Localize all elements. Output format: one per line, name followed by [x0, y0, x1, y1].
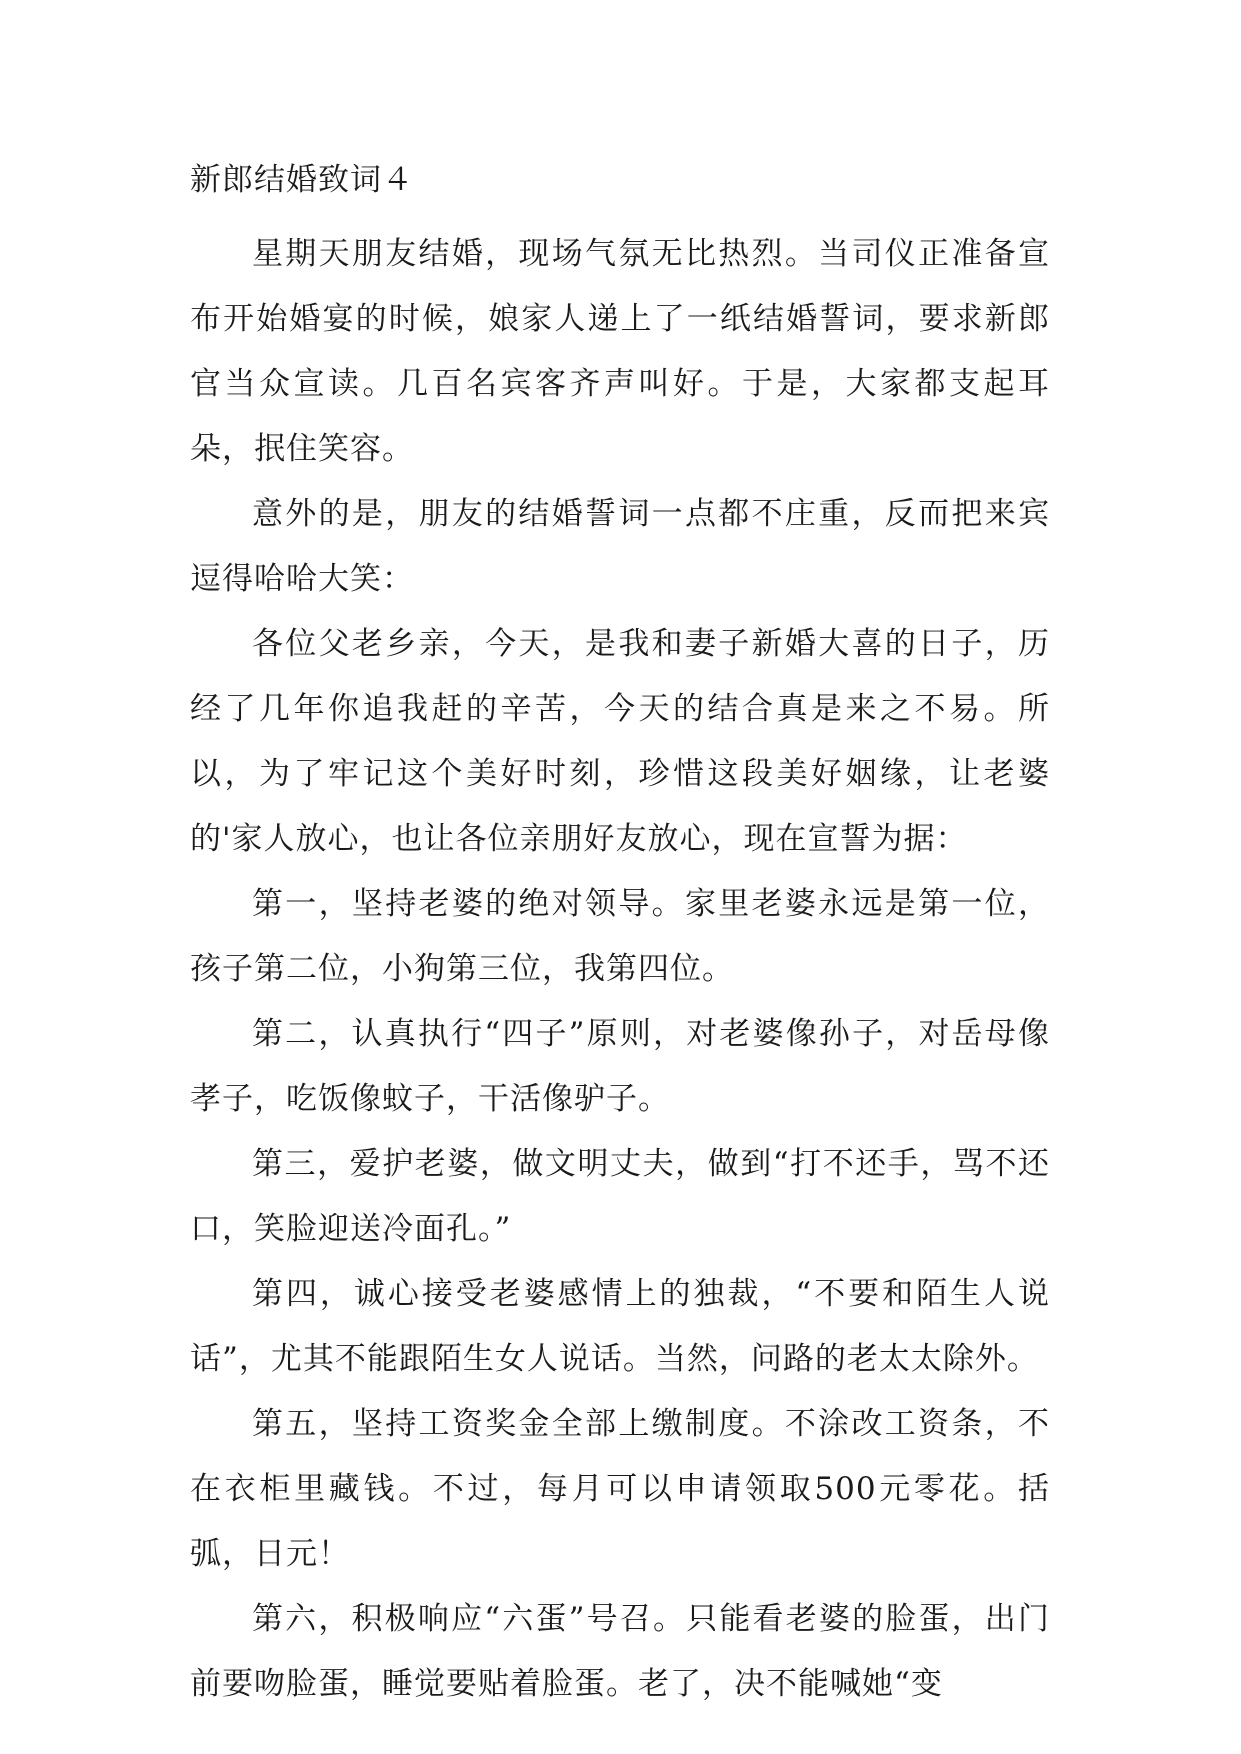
paragraph: 第六，积极响应“六蛋”号召。只能看老婆的脸蛋，出门前要吻脸蛋，睡觉要贴着脸蛋。老了，决不能喊她“变 — [190, 1601, 1050, 1702]
paragraph: 各位父老乡亲，今天，是我和妻子新婚大喜的日子，历经了几年你追我赶的辛苦，今天的结合真是来之不易。所以，为了牢记这个美好时刻，珍惜这段美好姻缘，让老婆的'家人放心，也让各位亲朋好友放心，现在宣誓为据： — [190, 626, 1050, 857]
paragraph: 第三，爱护老婆，做文明丈夫，做到“打不还手，骂不还口，笑脸迎送冷面孔。” — [190, 1146, 1050, 1247]
paragraph: 星期天朋友结婚，现场气氛无比热烈。当司仪正准备宣布开始婚宴的时候，娘家人递上了一纸结婚誓词，要求新郎官当众宣读。几百名宾客齐声叫好。于是，大家都支起耳朵，抿住笑容。 — [190, 236, 1050, 467]
document-body — [190, 222, 1050, 1717]
paragraph: 第四，诚心接受老婆感情上的独裁，“不要和陌生人说话”，尤其不能跟陌生女人说话。当然，问路的老太太除外。 — [190, 1276, 1050, 1377]
paragraph: 第二，认真执行“四子”原则，对老婆像孙子，对岳母像孝子，吃饭像蚊子，干活像驴子。 — [190, 1016, 1050, 1117]
paragraph: 意外的是，朋友的结婚誓词一点都不庄重，反而把来宾逗得哈哈大笑： — [190, 496, 1050, 597]
paragraph: 第一，坚持老婆的绝对领导。家里老婆永远是第一位，孩子第二位，小狗第三位，我第四位。 — [190, 886, 1050, 987]
document-title: 新郎结婚致词４ — [190, 162, 414, 198]
paragraph: 第五，坚持工资奖金全部上缴制度。不涂改工资条，不在衣柜里藏钱。不过，每月可以申请领取500元零花。括弧，日元！ — [190, 1406, 1050, 1572]
